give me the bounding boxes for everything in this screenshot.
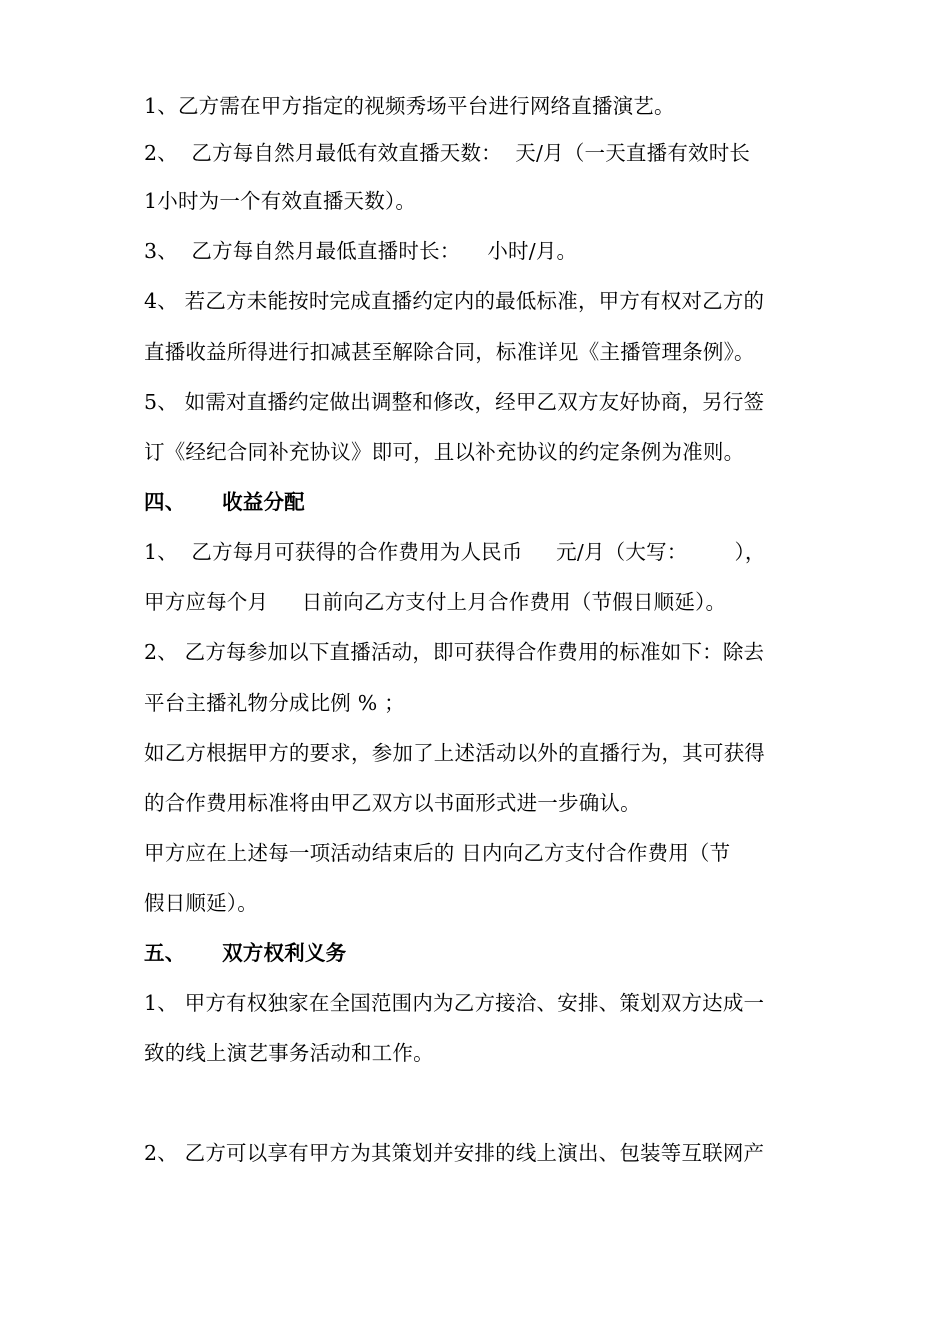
- paragraph-payment-2: 假日顺延）。: [144, 891, 258, 915]
- clause-3-2-line-2: 1小时为一个有效直播天数）。: [144, 189, 417, 213]
- clause-4-2-line-2: 平台主播礼物分成比例 % ；: [144, 691, 405, 715]
- clause-3-4-line-1: 4、 若乙方未能按时完成直播约定内的最低标准，甲方有权对乙方的: [144, 289, 765, 313]
- clause-3-5-line-1: 5、 如需对直播约定做出调整和修改，经甲乙双方友好协商，另行签: [144, 390, 765, 414]
- paragraph-extra-activities-1: 如乙方根据甲方的要求，参加了上述活动以外的直播行为，其可获得: [144, 741, 765, 765]
- section-4-heading: 四、 收益分配: [144, 490, 305, 514]
- clause-4-1-line-2: 甲方应每个月 日前向乙方支付上月合作费用（节假日顺延）。: [144, 590, 727, 614]
- clause-3-4-line-2: 直播收益所得进行扣减甚至解除合同，标准详见《主播管理条例》。: [144, 340, 755, 364]
- paragraph-payment-1: 甲方应在上述每一项活动结束后的 日内向乙方支付合作费用（节: [144, 841, 731, 865]
- clause-3-1: 1、乙方需在甲方指定的视频秀场平台进行网络直播演艺。: [144, 94, 675, 118]
- clause-3-5-line-2: 订《经纪合同补充协议》即可，且以补充协议的约定条例为准则。: [144, 440, 745, 464]
- clause-3-3: 3、 乙方每自然月最低直播时长： 小时/月。: [144, 239, 578, 263]
- clause-4-1-line-1: 1、 乙方每月可获得的合作费用为人民币 元/月（大写： ），: [144, 540, 766, 564]
- clause-4-2-line-1: 2、 乙方每参加以下直播活动，即可获得合作费用的标准如下：除去: [144, 640, 765, 664]
- paragraph-extra-activities-2: 的合作费用标准将由甲乙双方以书面形式进一步确认。: [144, 791, 641, 815]
- clause-5-1-line-1: 1、 甲方有权独家在全国范围内为乙方接洽、安排、策划双方达成一: [144, 991, 765, 1015]
- clause-5-2-line-1: 2、 乙方可以享有甲方为其策划并安排的线上演出、包装等互联网产: [144, 1141, 765, 1165]
- section-5-heading: 五、 双方权利义务: [144, 941, 347, 965]
- clause-5-1-line-2: 致的线上演艺事务活动和工作。: [144, 1041, 434, 1065]
- clause-3-2-line-1: 2、 乙方每自然月最低有效直播天数： 天/月（一天直播有效时长: [144, 141, 751, 165]
